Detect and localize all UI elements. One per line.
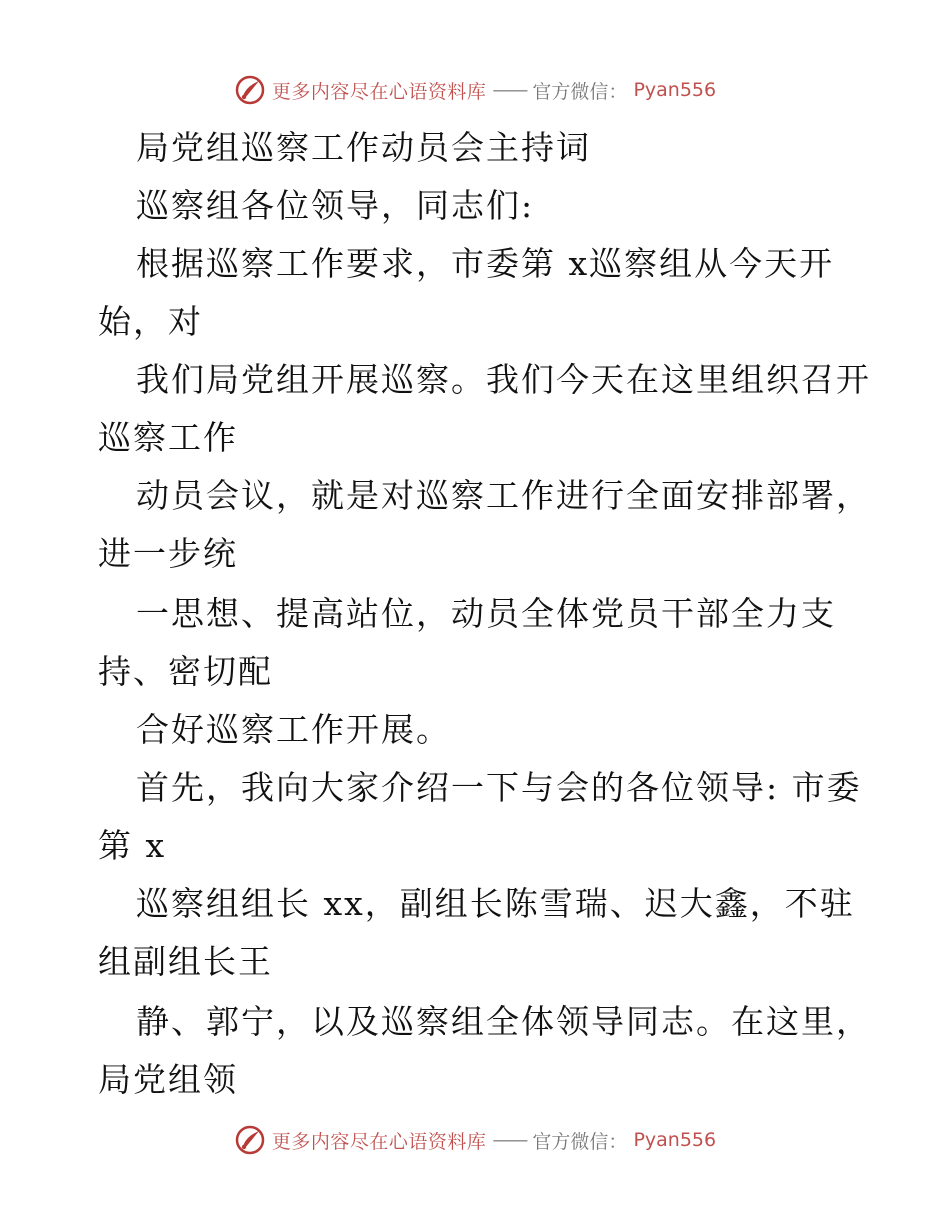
document-title: 局党组巡察工作动员会主持词: [136, 128, 591, 167]
watermark-banner-bottom: [0, 1120, 950, 1160]
watermark-wechat-id: Pyan556: [633, 1129, 717, 1151]
paragraph-line: 巡察工作: [98, 418, 238, 457]
watermark-separator: ——: [492, 79, 527, 101]
paragraph-line: 第 x: [98, 826, 167, 865]
paragraph-line: 始，对: [98, 302, 203, 341]
paragraph-line: 合好巡察工作开展。: [136, 710, 451, 749]
paragraph-line: 组副组长王: [98, 942, 273, 981]
paragraph-line: 巡察组组长 xx，副组长陈雪瑞、迟大鑫，不驻: [136, 884, 855, 923]
paragraph-line: 进一步统: [98, 534, 238, 573]
watermark-separator: ——: [492, 1129, 527, 1151]
watermark-wechat-label: 官方微信：: [532, 80, 628, 103]
brush-logo-icon: [234, 74, 266, 106]
document-greeting: 巡察组各位领导，同志们:: [136, 186, 535, 225]
watermark-wechat-label: 官方微信：: [532, 1130, 628, 1153]
watermark-wechat-id: Pyan556: [633, 79, 717, 101]
watermark-banner-top: [0, 70, 950, 110]
brush-logo-icon: [234, 1124, 266, 1156]
paragraph-line: 根据巡察工作要求，市委第 x巡察组从今天开: [136, 244, 835, 283]
paragraph-line: 持、密切配: [98, 652, 273, 691]
paragraph-line: 动员会议，就是对巡察工作进行全面安排部署，: [136, 476, 871, 515]
paragraph-line: 局党组领: [98, 1060, 238, 1099]
paragraph-line: 首先，我向大家介绍一下与会的各位领导: 市委: [136, 768, 862, 807]
watermark-site-text: 更多内容尽在心语资料库: [271, 1130, 487, 1153]
paragraph-line: 我们局党组开展巡察。我们今天在这里组织召开: [136, 360, 871, 399]
paragraph-line: 静、郭宁，以及巡察组全体领导同志。在这里，: [136, 1002, 871, 1041]
paragraph-line: 一思想、提高站位，动员全体党员干部全力支: [136, 594, 836, 633]
watermark-site-text: 更多内容尽在心语资料库: [271, 80, 487, 103]
